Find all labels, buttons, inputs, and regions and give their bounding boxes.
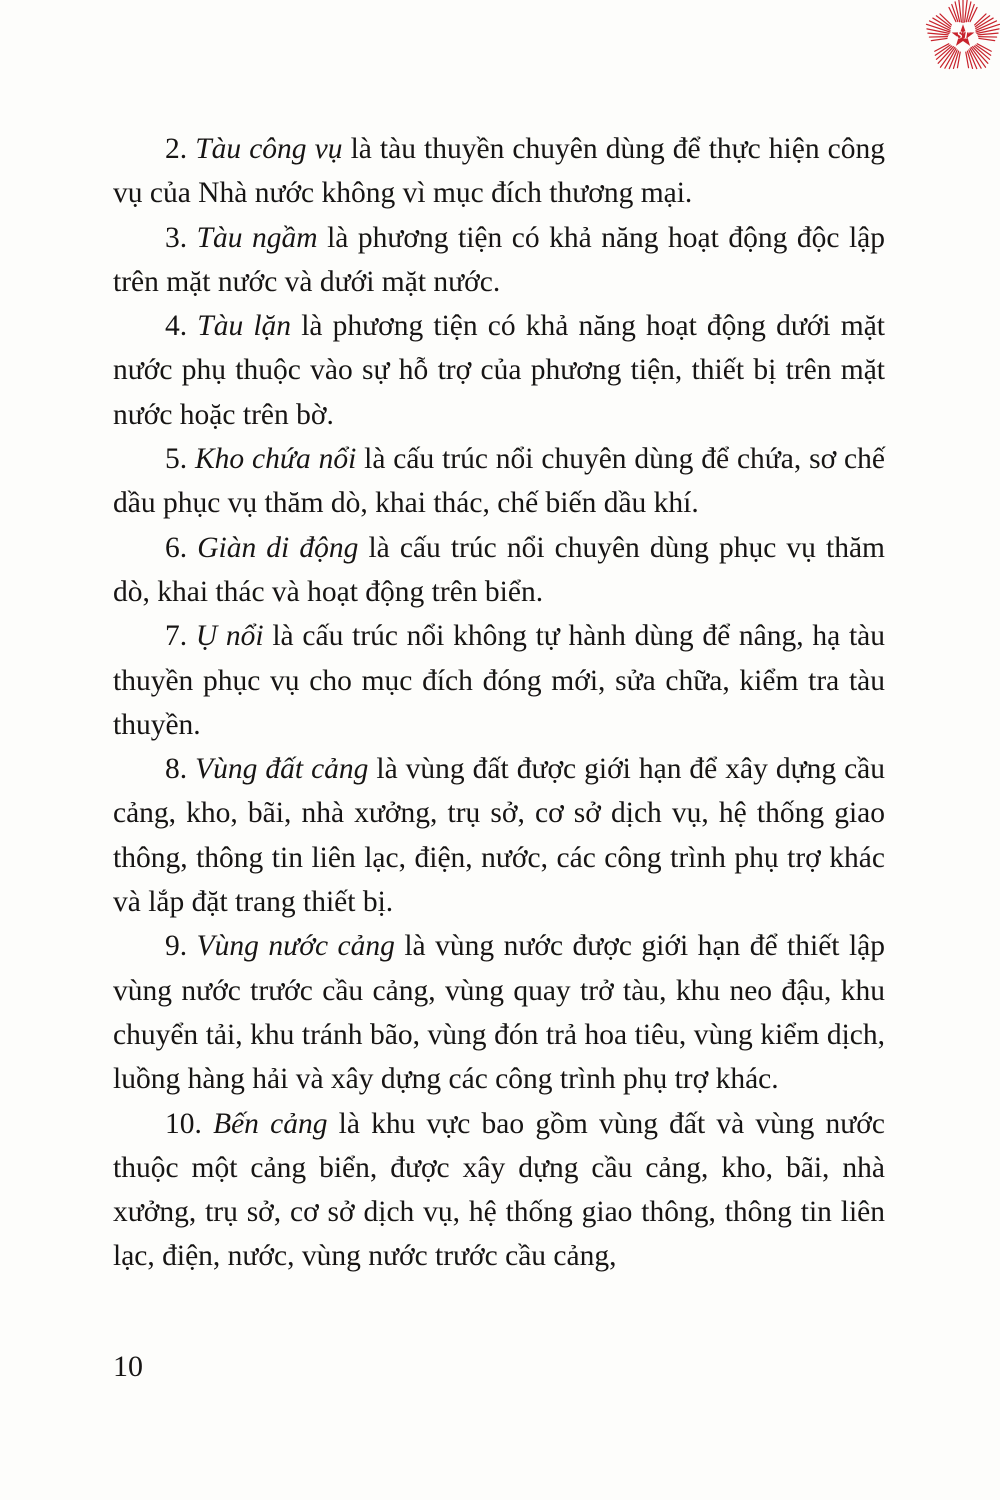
definition-text: là phương tiện có khả năng hoạt động độc lập trên mặt nước và dưới mặt nước. [113, 221, 885, 298]
item-number: 3. [165, 221, 197, 254]
item-number: 4. [165, 310, 198, 343]
definition-paragraph [113, 526, 885, 615]
definition-paragraph [113, 614, 885, 747]
definition-paragraph [113, 437, 885, 526]
page-number: 10 [113, 1350, 143, 1383]
paragraph-list [113, 127, 885, 1279]
definition-text: là khu vực bao gồm vùng đất và vùng nước thuộc một cảng biển, được xây dựng cầu cảng, kho, bãi, nhà xưởng, trụ sở, cơ sở dịch vụ, hệ thống giao thông, thông tin liên lạc, điện, nước, vùng nước trước cầu cảng, [113, 1107, 885, 1273]
definition-text: là tàu thuyền chuyên dùng để thực hiện công vụ của Nhà nước không vì mục đích thương mại. [113, 133, 886, 210]
publisher-logo [923, 0, 1000, 77]
item-number: 2. [165, 133, 196, 165]
item-number: 7. [165, 620, 196, 653]
defined-term: Bến cảng [213, 1107, 328, 1140]
defined-term: Tàu công vụ [195, 133, 343, 165]
item-number: 9. [165, 930, 197, 963]
item-number: 6. [165, 531, 198, 564]
definition-paragraph [113, 924, 885, 1101]
definition-text: là vùng nước được giới hạn để thiết lập vùng nước trước cầu cảng, vùng quay trở tàu, khu neo đậu, khu chuyển tải, khu tránh bão, vùng đón trả hoa tiêu, vùng kiểm dịch, luồng hàng hải và xây dựng các công trình phụ trợ khác. [113, 930, 886, 1096]
definition-text: là cấu trúc nổi chuyên dùng phục vụ thăm dò, khai thác và hoạt động trên biển. [113, 531, 885, 608]
definition-paragraph [113, 304, 885, 437]
defined-term: Vùng nước cảng [196, 930, 395, 963]
definition-text: là vùng đất được giới hạn để xây dựng cầu cảng, kho, bãi, nhà xưởng, trụ sở, cơ sở dịch vụ, hệ thống giao thông, thông tin liên lạc, điện, nước, các công trình phụ trợ khác và lắp đặt trang thiết bị. [113, 753, 886, 919]
definition-paragraph [113, 747, 885, 924]
item-number: 5. [165, 443, 195, 476]
star-burst-logo-icon [923, 0, 1000, 77]
item-number: 8. [165, 753, 196, 786]
definition-paragraph [113, 127, 885, 216]
definition-paragraph [113, 1102, 885, 1279]
definition-text: là cấu trúc nổi chuyên dùng để chứa, sơ chế dầu phục vụ thăm dò, khai thác, chế biến dầu khí. [113, 443, 885, 520]
defined-term: Ụ nổi [195, 620, 264, 653]
defined-term: Tàu ngầm [196, 221, 318, 254]
definition-text: là cấu trúc nổi không tự hành dùng để nâng, hạ tàu thuyền phục vụ cho mục đích đóng mới, sửa chữa, kiểm tra tàu thuyền. [113, 620, 886, 741]
defined-term: Kho chứa nổi [194, 443, 357, 476]
defined-term: Tàu lặn [197, 310, 292, 343]
defined-term: Vùng đất cảng [195, 753, 369, 786]
logo-monogram: ST [956, 30, 970, 42]
definition-paragraph [113, 216, 885, 305]
defined-term: Giàn di động [197, 531, 359, 564]
definition-text: là phương tiện có khả năng hoạt động dưới mặt nước phụ thuộc vào sự hỗ trợ của phương tiện, thiết bị trên mặt nước hoặc trên bờ. [113, 310, 885, 431]
item-number: 10. [165, 1107, 214, 1140]
